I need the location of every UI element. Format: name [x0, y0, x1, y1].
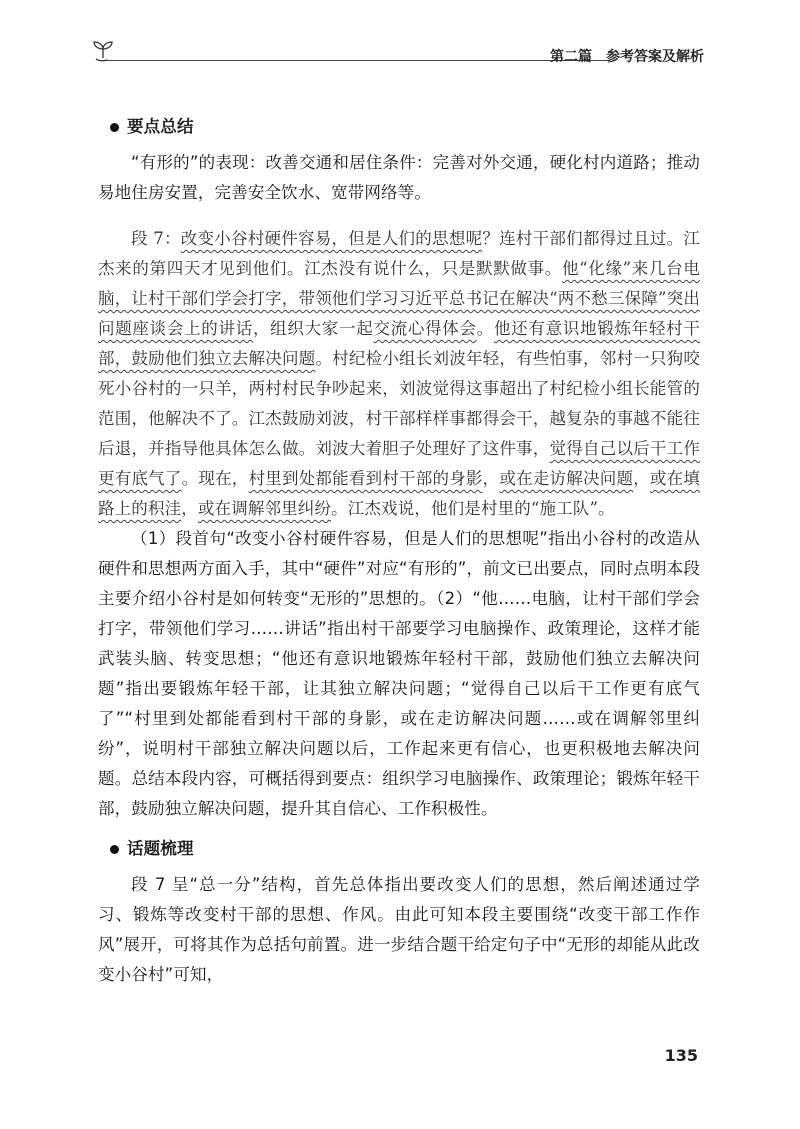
passage-segment: 。现在，: [181, 469, 249, 488]
topic-paragraph: 段 7 呈“总一分”结构，首先总体指出要改变人们的思想，然后阐述通过学习、锻炼等改变村干部的思想、作风。由此可知本段主要围绕“改变干部工作作风”展开，可将其作为总括句前置。进一步结合题干给定句子中“无形的却能从此改变小谷村”可知，: [98, 875, 700, 984]
analysis-paragraph: （1）段首句“改变小谷村硬件容易，但是人们的思想呢”指出小谷村的改造从硬件和思想两方面入手，其中“硬件”对应“有形的”，前文已出要点，同时点明本段主要介绍小谷村是如何转变“无形的”思想的。（2）“他……电脑，让村干部们学会打字，带领他们学习……讲话”指出村干部要学习电脑操作、政策理论，这样才能武装头脑、转变思想；“他还有意识地锻炼年轻村干部，鼓励他们独立去解决问题”指出要锻炼年轻干部，让其独立解决问题；“觉得自己以后干工作更有底气了”“村里到处都能看到村干部的身影，或在走访解决问题……或在调解邻里纠纷”，说明村干部独立解决问题以后，工作起来更有信心，也更积极地去解决问题。总结本段内容，可概括得到要点：组织学习电脑操作、政策理论；锻炼年轻干部，鼓励独立解决问题，提升其自信心、工作积极性。: [98, 529, 701, 818]
underlined-phrase: 或在调解邻里纠纷: [197, 499, 332, 518]
passage-segment: 。: [476, 319, 494, 338]
underlined-phrase: 或在填路上的积洼: [98, 469, 701, 518]
passage-segment: ，: [482, 469, 500, 488]
passage-segment: ？连村干部们都得过且过。江杰来的第四天才见到他们。江杰没有说什么，只是默默做事。: [98, 229, 701, 278]
section-heading-topic: [110, 834, 700, 864]
header-title: 第二篇 参考答案及解析: [550, 49, 704, 65]
passage-segment: ，: [181, 499, 198, 518]
header-rule: [108, 60, 610, 61]
passage-segment: 段 7：: [131, 229, 181, 248]
page-content: [98, 112, 700, 990]
section-heading-text: 话题梳理: [127, 839, 194, 858]
passage-segment: ，组织大家一起: [252, 319, 374, 338]
passage-segment: ，: [633, 469, 650, 488]
section-heading-text: 要点总结: [127, 117, 194, 136]
underlined-phrase: 改变小谷村硬件容易，但是人们的思想呢: [180, 229, 483, 248]
underlined-phrase: 觉得自己以后干工作更有底气了: [98, 439, 700, 488]
passage-paragraph: [98, 224, 700, 524]
passage-segment: 。江杰戏说，他们是村里的“施工队”。: [331, 499, 615, 518]
underlined-phrase: 他还有意识地锻炼年轻村干部，鼓励他们独立去解决问题: [98, 319, 700, 368]
underlined-phrase: 村里到处都能看到村干部的身影: [248, 469, 483, 488]
bullet-icon: [110, 123, 119, 132]
page-number: 135: [664, 1046, 698, 1065]
bullet-icon: [110, 845, 119, 854]
underlined-phrase: 他“化缘”来几台电脑，让村干部们学会打字，带领他们学习习近平总书记在解决“两不愁三保障”突出问题座谈会上的讲话: [98, 259, 700, 338]
passage-segment: 。村纪检小组长刘波年轻，有些怕事，邻村一只狗咬死小谷村的一只羊，两村村民争吵起来，刘波觉得这事超出了村纪检小组长能管的范围，他解决不了。江杰鼓励刘波，村干部样样事都得会干，越复杂的事越不能往后退，并指导他具体怎么做。刘波大着胆子处理好了这件事，: [98, 349, 701, 458]
underlined-phrase: 或在走访解决问题: [499, 469, 634, 488]
key-points-paragraph: “有形的”的表现：改善交通和居住条件：完善对外交通，硬化村内道路；推动易地住房安置，完善安全饮水、宽带网络等。: [98, 153, 700, 202]
page-header: [90, 38, 704, 72]
section-heading-key-points: [110, 112, 700, 142]
underlined-phrase: 交流心得体会: [373, 319, 477, 338]
